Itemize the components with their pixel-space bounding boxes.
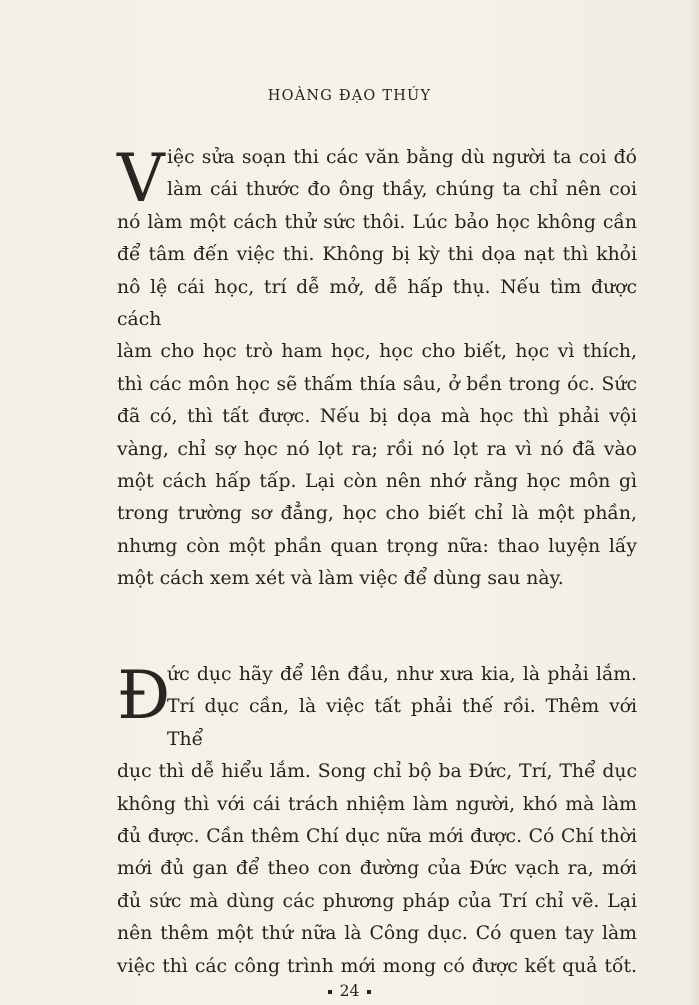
text-line: Trí dục cần, là việc tất phải thế rồi. Thêm với Thể (167, 696, 637, 750)
text-line: mới đủ gan để theo con đường của Đức vạch ra, mới (117, 858, 637, 880)
paragraph-1 (117, 142, 637, 596)
bullet-right (367, 990, 371, 994)
text-line: nhưng còn một phần quan trọng nữa: thao luyện lấy (117, 535, 637, 557)
text-line: nó làm một cách thử sức thôi. Lúc bảo học không cần (117, 211, 637, 233)
text-line: làm cho học trò ham học, học cho biết, học vì thích, (117, 341, 637, 363)
page-number-value: 24 (339, 982, 360, 1000)
text-line: dục thì dễ hiểu lắm. Song chỉ bộ ba Đức, Trí, Thể dục (117, 761, 637, 783)
drop-cap-2: Đ (117, 657, 171, 734)
drop-cap-1: V (117, 140, 165, 217)
text-line: nên thêm một thứ nữa là Công dục. Có quen tay làm (117, 923, 637, 945)
bullet-left (328, 990, 332, 994)
text-line: đủ được. Cần thêm Chí dục nữa mới được. Có Chí thời (117, 826, 637, 848)
text-line: đủ sức mà dùng các phương pháp của Trí chỉ vẽ. Lại (117, 890, 637, 912)
text-line: nô lệ cái học, trí dễ mở, dễ hấp thụ. Nếu tìm được cách (117, 276, 637, 331)
text-line: một cách xem xét và làm việc để dùng sau này. (117, 568, 564, 590)
text-line: việc thì các công trình mới mong có được kết quả tốt. (117, 955, 637, 977)
paragraph-2 (117, 659, 637, 983)
text-line: thì các môn học sẽ thấm thía sâu, ở bền trong óc. Sức (117, 373, 637, 395)
page-edge-shadow (689, 0, 699, 1005)
text-line: làm cái thước đo ông thầy, chúng ta chỉ nên coi (167, 179, 637, 201)
text-line: một cách hấp tấp. Lại còn nên nhớ rằng học môn gì (117, 471, 637, 493)
text-line: ức dục hãy để lên đầu, như xưa kia, là phải lắm. (167, 664, 637, 685)
text-line: đã có, thì tất được. Nếu bị dọa mà học thì phải vội (117, 406, 637, 428)
running-header: HOÀNG ĐẠO THÚY (267, 88, 432, 104)
page-number (0, 982, 699, 1000)
text-line: vàng, chỉ sợ học nó lọt ra; rồi nó lọt ra vì nó đã vào (117, 438, 637, 460)
text-line: iệc sửa soạn thi các văn bằng dù người ta coi đó (167, 147, 637, 168)
text-line: không thì với cái trách nhiệm làm người, khó mà làm (117, 793, 637, 815)
text-line: để tâm đến việc thi. Không bị kỳ thi dọa nạt thì khỏi (117, 244, 637, 266)
text-line: trong trường sơ đẳng, học cho biết chỉ là một phần, (117, 503, 637, 525)
